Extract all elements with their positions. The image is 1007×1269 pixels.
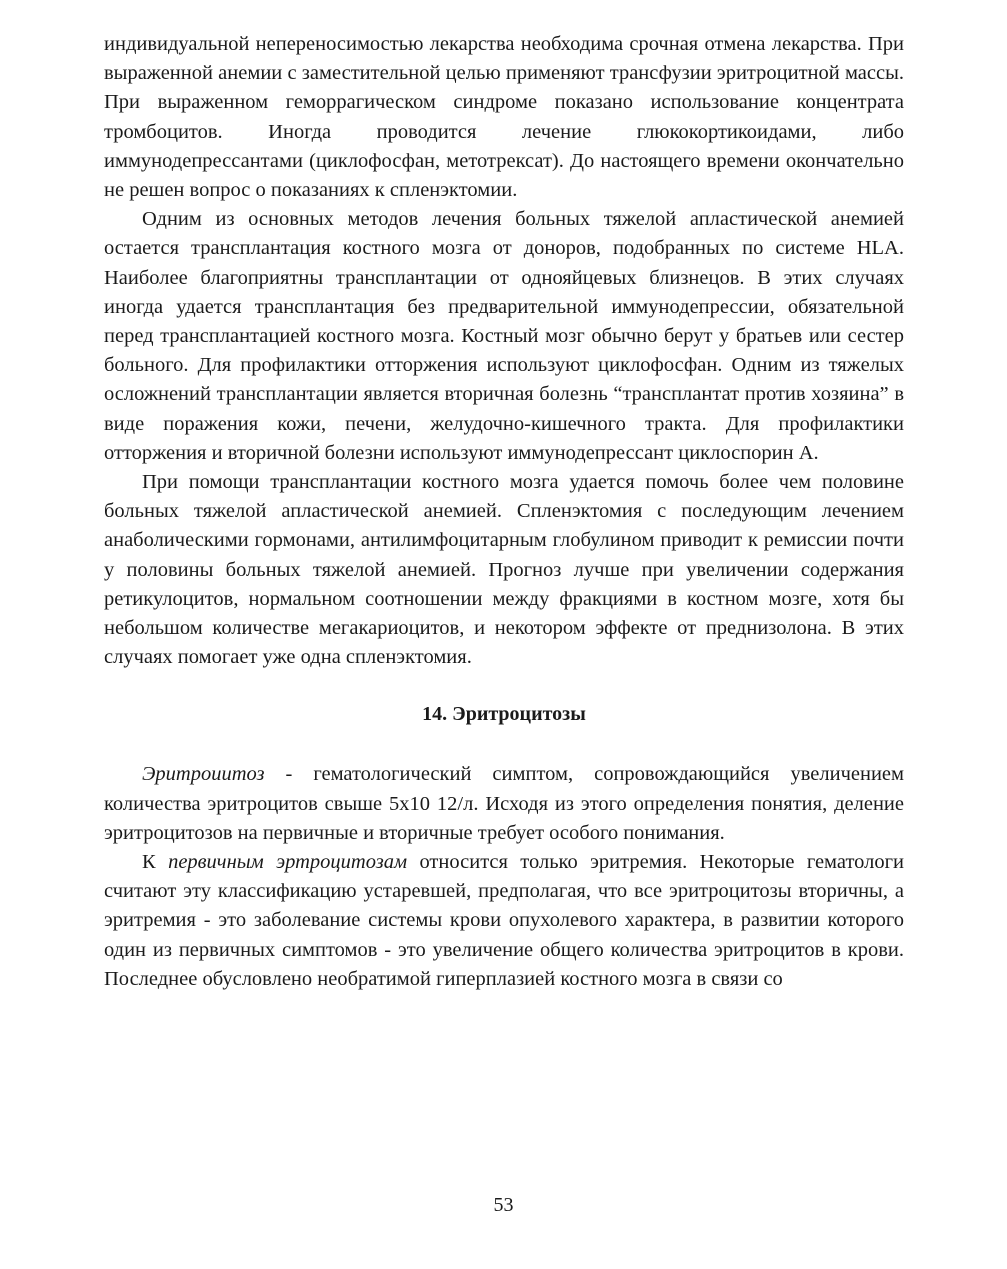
paragraph-primary-erythrocytosis xyxy=(104,848,904,994)
paragraph-lead: К xyxy=(142,851,169,874)
document-page xyxy=(104,30,904,994)
paragraph-erythrocytosis-definition xyxy=(104,760,904,848)
primary-erythrocytosis-text: относится только эритремия. Некоторые гематологи считают эту классификацию устаревшей, предполагая, что все эритроцитозы вторичны, а эритремия - это заболевание системы крови опухолевого характера, в развитии которого один из первичных симптомов - это увеличение общего количества эритроцитов в крови. Последнее обусловлено необратимой гиперплазией костного мозга в связи со xyxy=(104,851,904,990)
term-erythrocytosis: Эритроиитоз xyxy=(142,763,265,786)
paragraph-prognosis: При помощи трансплантации костного мозга удается помочь более чем половине больных тяжелой апластической анемией. Спленэктомия с последующим лечением анаболическими гормонами, антилимфоцитарным глобулином приводит к ремиссии почти у половины больных тяжелой анемией. Прогноз лучше при увеличении содержания ретикулоцитов, нормальном соотношении между фракциями в костном мозге, хотя бы небольшом количестве мегакариоцитов, и некотором эффекте от преднизолона. В этих случаях помогает уже одна спленэктомия. xyxy=(104,471,904,669)
page-number: 53 xyxy=(493,1194,514,1216)
paragraph-bone-marrow-transplant: Одним из основных методов лечения больных тяжелой апластической анемией остается трансплантация костного мозга от доноров, подобранных по системе HLA. Наиболее благоприятны трансплантации от однояйцевых близнецов. В этих случаях иногда удается трансплантация без предварительной иммунодепрессии, обязательной перед трансплантацией костного мозга. Костный мозг обычно берут у братьев или сестер больного. Для профилактики отторжения используют циклофосфан. Одним из тяжелых осложнений трансплантации является вторичная болезнь “трансплантат против хозяина” в виде поражения кожи, печени, желудочно-кишечного тракта. Для профилактики отторжения и вторичной болезни используют иммунодепрессант циклоспорин А. xyxy=(104,208,904,464)
definition-text: - гематологический симптом, сопровождающийся увеличением количества эритроцитов свыше 5x10 12/л. Исходя из этого определения понятия, деление эритроцитозов на первичные и вторичные требует особого понимания. xyxy=(104,763,904,844)
paragraph-continuation: индивидуальной непереносимостью лекарства необходима срочная отмена лекарства. При выраженной анемии с заместительной целью применяют трансфузии эритроцитной массы. При выраженном геморрагическом синдроме показано использование концентрата тромбоцитов. Иногда проводится лечение глюкокортикоидами, либо иммунодепрессантами (циклофосфан, метотрексат). До настоящего времени окончательно не решен вопрос о показаниях к спленэктомии. xyxy=(104,33,904,202)
term-primary-erythrocytosis: первичным эртроцитозам xyxy=(168,851,408,874)
section-heading: 14. Эритроцитозы xyxy=(422,703,586,726)
